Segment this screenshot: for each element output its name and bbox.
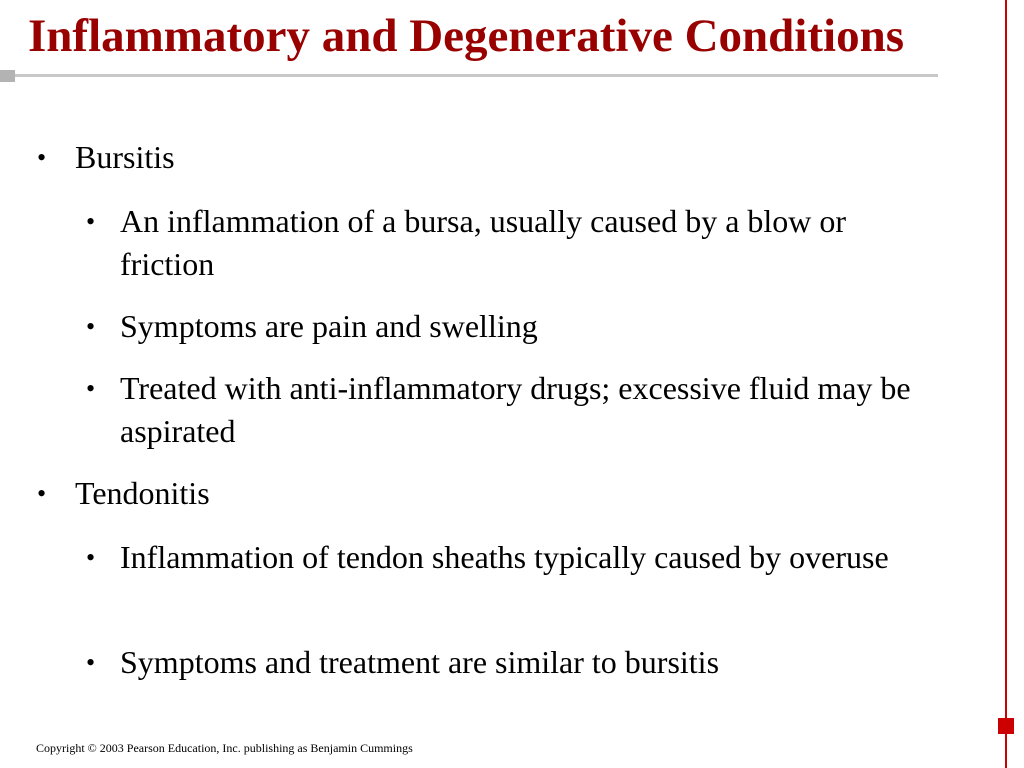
bullet-item-tendonitis <box>37 472 955 515</box>
bullet-item-bursitis-definition <box>86 200 940 286</box>
bullet-text: Treated with anti-inflammatory drugs; excessive fluid may be aspirated <box>120 370 911 449</box>
bullet-dot-icon: • <box>86 374 96 403</box>
bullet-dot-icon: • <box>86 312 96 341</box>
bullet-item-tendonitis-treatment <box>86 641 940 684</box>
copyright-footer: Copyright © 2003 Pearson Education, Inc. publishing as Benjamin Cummings <box>36 741 413 755</box>
bullet-text: Symptoms are pain and swelling <box>120 308 538 344</box>
bullet-dot-icon: • <box>37 479 47 508</box>
red-square-decoration <box>998 718 1014 734</box>
bullet-dot-icon: • <box>86 648 96 677</box>
bullet-item-bursitis-treatment <box>86 367 940 453</box>
bullet-text: An inflammation of a bursa, usually caused by a blow or friction <box>120 203 847 282</box>
slide-title: Inflammatory and Degenerative Conditions <box>28 10 904 62</box>
bullet-text: Tendonitis <box>75 475 210 511</box>
bullet-text: Bursitis <box>75 139 175 175</box>
bullet-item-tendonitis-definition <box>86 536 940 579</box>
bullet-dot-icon: • <box>37 143 47 172</box>
bullet-item-bursitis <box>37 136 955 179</box>
right-accent-line <box>1005 0 1007 768</box>
bullet-text: Symptoms and treatment are similar to bursitis <box>120 644 720 680</box>
bullet-text: Inflammation of tendon sheaths typically caused by overuse <box>120 539 889 575</box>
bullet-dot-icon: • <box>86 543 96 572</box>
bullet-item-bursitis-symptoms <box>86 305 940 348</box>
bullet-dot-icon: • <box>86 207 96 236</box>
